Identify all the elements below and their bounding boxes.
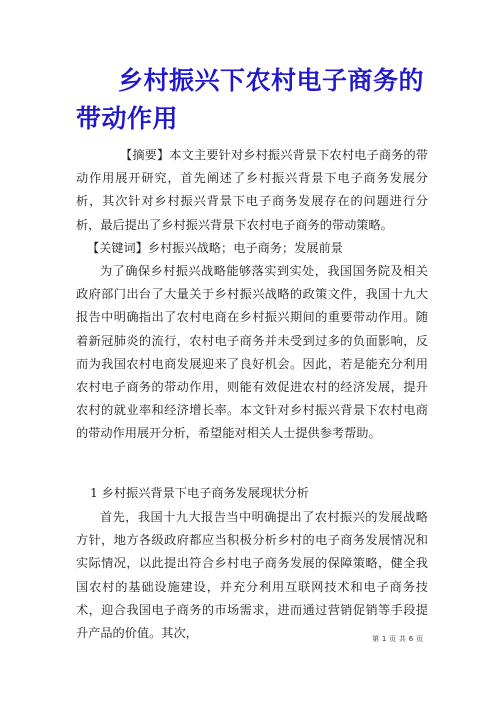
body-paragraph: 首先，我国十九大报告当中明确提出了农村振兴的发展战略方针，地方各级政府都应当积极分析乡村的电子商务发展情况和实际情况，以此提出符合乡村电子商务发展的保障策略，健全我国农村的基础设施建设，并充分利用互联网技术和电子商务技术，迎合我国电子商务的市场需求，进而通过营销促销等手段提升产品的价值。其次，: [76, 510, 428, 641]
abstract-paragraph: 【摘要】本文主要针对乡村振兴背景下农村电子商务的带动作用展开研究，首先阐述了乡村振兴背景下电子商务发展分析，其次针对乡村振兴背景下电子商务发展存在的问题进行分析，最后提出了乡村振兴背景下农村电子商务的带动策略。: [76, 148, 428, 232]
page-indicator: 第 1 页 共 6 页: [372, 635, 424, 643]
section-heading: 1 乡村振兴背景下电子商务发展现状分析: [90, 486, 309, 500]
document-title: 乡村振兴下农村电子商务的带动作用: [76, 66, 425, 133]
intro-paragraph: 为了确保乡村振兴战略能够落实到实处，我国国务院及相关政府部门出台了大量关于乡村振兴战略的政策文件，我国十九大报告中明确指出了农村电商在乡村振兴期间的重要带动作用。随着新冠肺炎的流行，农村电子商务并未受到过多的负面影响，反而为我国农村电商发展迎来了良好机会。因此，若是能充分利用农村电子商务的带动作用，则能有效促进农村的经济发展，提升农村的就业率和经济增长率。本文针对乡村振兴背景下农村电商的带动作用展开分析，希望能对相关人士提供参考帮助。: [76, 264, 428, 441]
keywords-line: 【关键词】乡村振兴战略；电子商务；发展前景: [87, 241, 343, 255]
